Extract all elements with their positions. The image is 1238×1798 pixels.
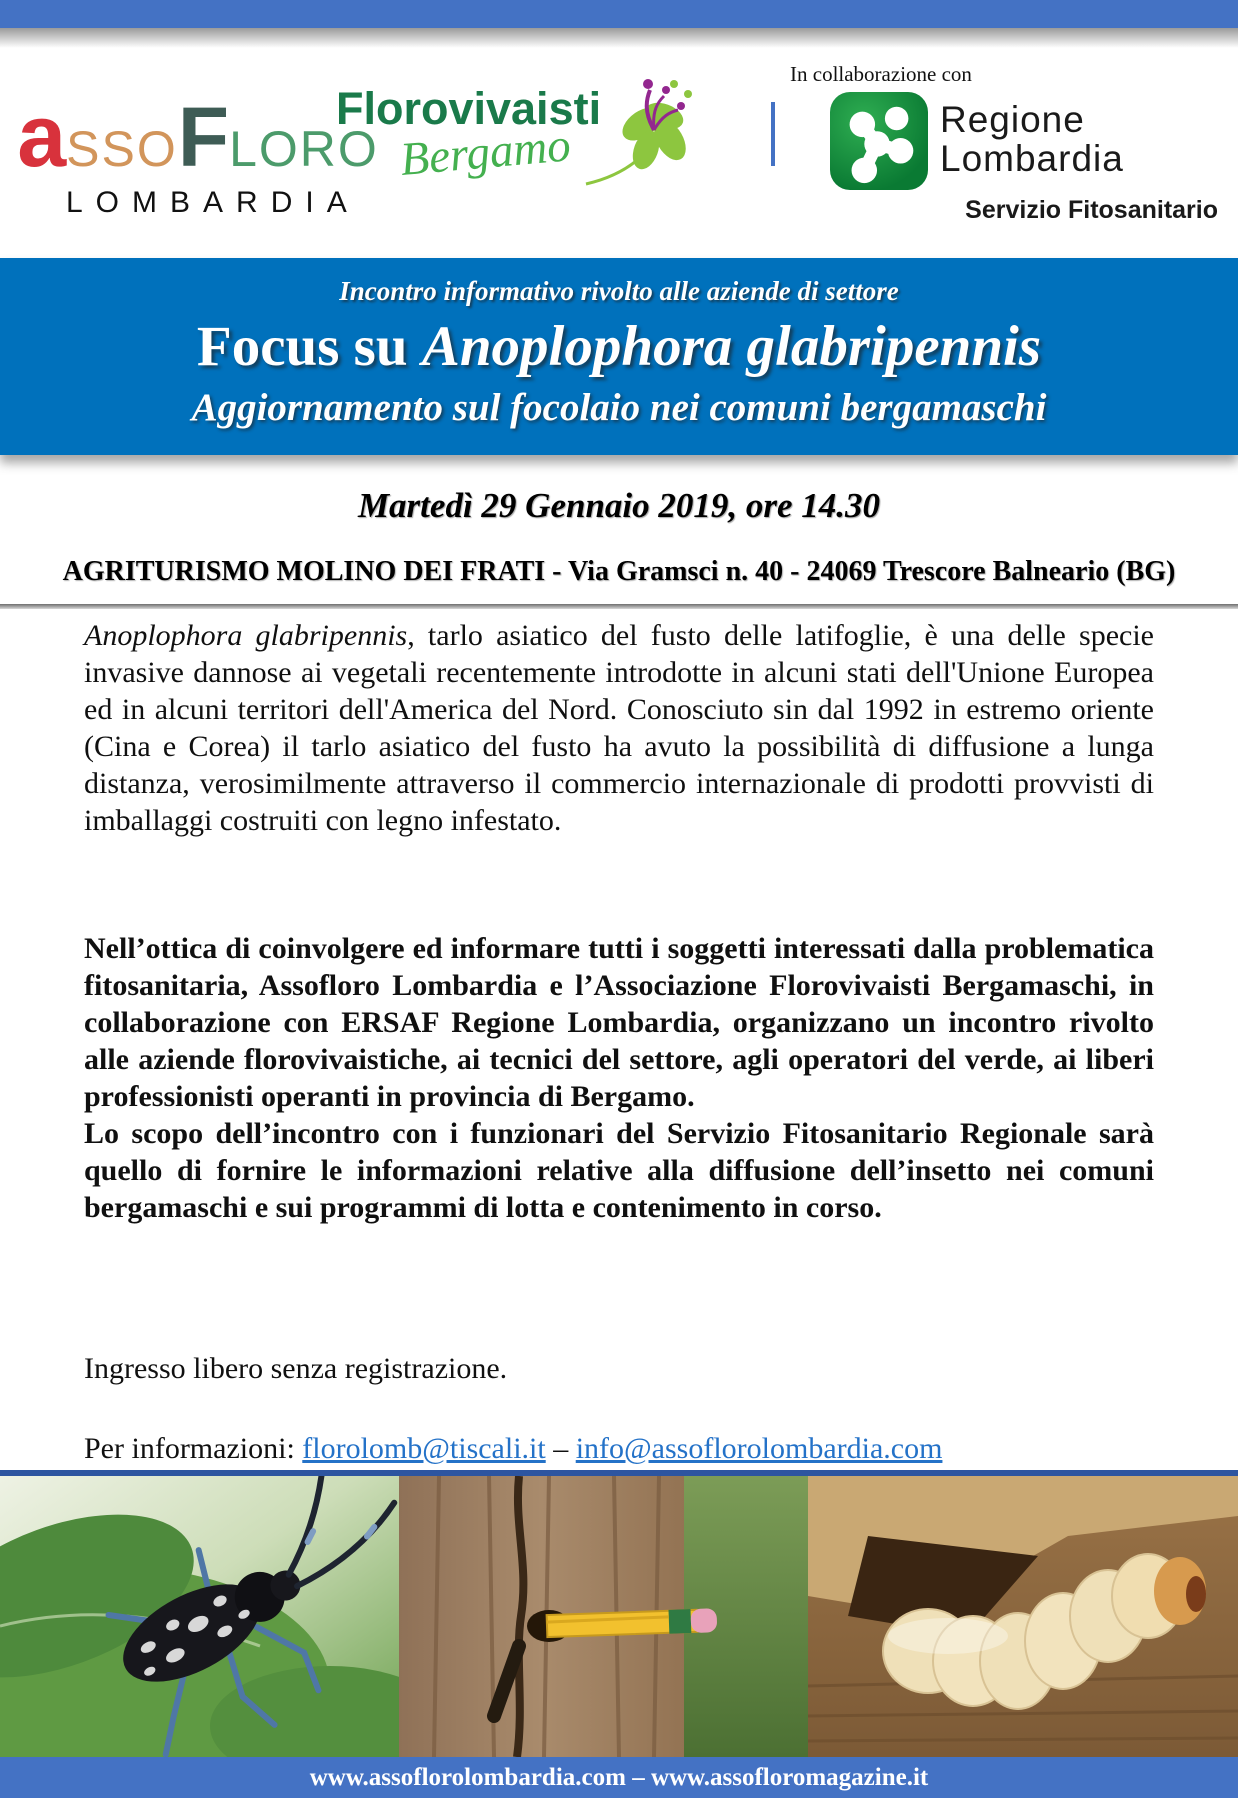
event-venue: AGRITURISMO MOLINO DEI FRATI - Via Gramsci n. 40 - 24069 Trescore Balneario (BG) xyxy=(62,556,1176,587)
servizio-fitosanitario-label: Servizio Fitosanitario xyxy=(965,196,1218,224)
photo-beetle-on-leaf xyxy=(0,1476,399,1757)
collaboration-label: In collaborazione con xyxy=(790,62,972,86)
regione-line1: Regione xyxy=(940,99,1085,140)
photo-bark-pencil xyxy=(399,1476,808,1757)
paragraph-invite xyxy=(84,930,1154,1226)
contact-line xyxy=(84,1430,1154,1467)
email-link-assofloro[interactable]: info@assoflorolombardia.com xyxy=(575,1432,943,1465)
photo-larva-on-wood xyxy=(808,1476,1238,1757)
assofloro-sso: SSO xyxy=(66,121,178,177)
hibiscus-flower-icon xyxy=(584,72,694,192)
florovivaisti-wordmark: Florovivaisti xyxy=(336,83,602,134)
top-bar-shadow xyxy=(0,28,1238,48)
banner-title xyxy=(0,317,1238,377)
species-name: Anoplophora glabripennis xyxy=(84,619,408,652)
assofloro-wordmark xyxy=(17,86,379,185)
assofloro-lombardia-logo xyxy=(17,86,379,220)
photo-strip xyxy=(0,1476,1238,1757)
title-banner xyxy=(0,258,1238,455)
bergamo-script: Bergamo xyxy=(398,119,573,186)
section-divider xyxy=(0,604,1238,609)
paragraph-intro xyxy=(84,617,1154,839)
top-accent-bar xyxy=(0,0,1238,28)
entry-note: Ingresso libero senza registrazione. xyxy=(84,1352,508,1385)
email-link-florolomb[interactable]: florolomb@tiscali.it xyxy=(302,1432,546,1465)
contact-separator: – xyxy=(545,1432,576,1465)
regione-line2: Lombardia xyxy=(940,138,1124,179)
assofloro-loro: LORO xyxy=(229,121,379,177)
assofloro-letter-a: a xyxy=(17,86,67,185)
footer-urls: www.assoflorolombardia.com – www.assofloromagazine.it xyxy=(0,1757,1238,1798)
title-species: Anoplophora glabripennis xyxy=(421,315,1042,378)
title-plain: Focus su xyxy=(196,315,422,378)
event-datetime: Martedì 29 Gennaio 2019, ore 14.30 xyxy=(357,486,881,525)
rosa-camuna-icon xyxy=(830,92,928,190)
contact-label: Per informazioni: xyxy=(84,1432,303,1465)
regione-lombardia-wordmark xyxy=(940,100,1124,178)
assofloro-lombardia-label: LOMBARDIA xyxy=(66,186,360,219)
vertical-divider xyxy=(771,102,775,166)
banner-kicker: Incontro informativo rivolto alle aziende di settore xyxy=(339,276,899,306)
assofloro-f: F xyxy=(177,90,230,184)
banner-subtitle: Aggiornamento sul focolaio nei comuni bergamaschi xyxy=(191,385,1047,429)
paragraph-invite-text: Nell’ottica di coinvolgere ed informare tutti i soggetti interessati dalla problematica fitosanitaria, Assofloro Lombardia e l’Associazione Florovivaisti Bergamaschi, in collaborazione con ERSAF Regione Lombardia, organizzano un incontro rivolto alle aziende florovivaistiche, ai tecnici del settore, agli operatori del verde, ai liberi professionisti operanti in provincia di Bergamo. xyxy=(84,932,1154,1113)
paragraph-intro-text: , tarlo asiatico del fusto delle latifoglie, è una delle specie invasive dannose ai vegetali recentemente introdotte in alcuni stati dell'Unione Europea ed in alcuni territori dell'America del Nord. Conosciuto sin dal 1992 in estremo oriente (Cina e Corea) il tarlo asiatico del fusto ha avuto la possibilità di diffusione a lunga distanza, verosimilmente attraverso il commercio internazionale di prodotti provvisti di imballaggi costruiti con legno infestato. xyxy=(84,619,1154,837)
florovivaisti-bergamo-logo xyxy=(336,83,676,186)
paragraph-scope-text: Lo scopo dell’incontro con i funzionari del Servizio Fitosanitario Regionale sarà quello di fornire le informazioni relative alla diffusione dell’insetto nei comuni bergamaschi e sui programmi di lotta e contenimento in corso. xyxy=(84,1117,1154,1224)
